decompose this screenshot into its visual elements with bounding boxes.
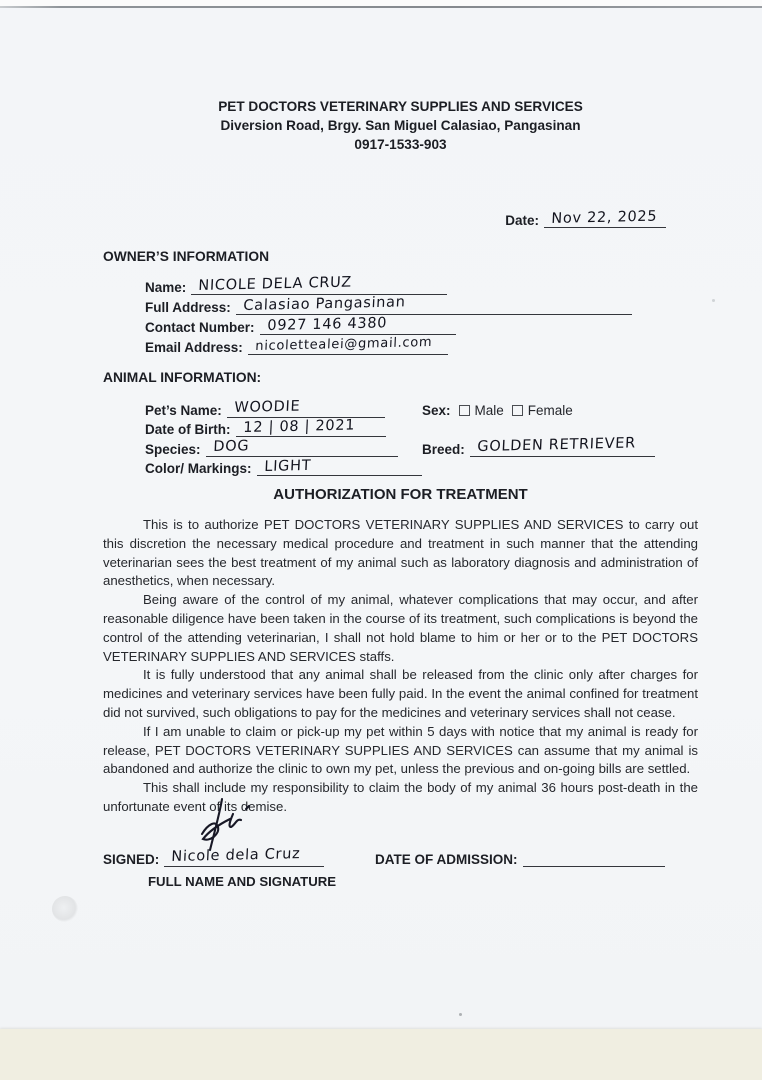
page-content: [103, 0, 698, 889]
color-markings-handwritten-value: LIGHT: [263, 457, 312, 475]
dob-line: [236, 418, 386, 437]
clinic-header: [103, 97, 698, 154]
color-markings-line: [257, 457, 422, 476]
date-field: [103, 204, 666, 228]
owner-contact-field: [145, 315, 698, 335]
scan-speck: [459, 1013, 462, 1016]
animal-fields: [145, 398, 698, 476]
sex-field: [422, 403, 573, 418]
animal-section-heading: ANIMAL INFORMATION:: [103, 370, 262, 385]
signature-block: [103, 848, 698, 872]
authorization-paragraph-4: If I am unable to claim or pick-up my pet within 5 days with notice that my animal is ready for release, PET DOCTORS VETERINARY SUPPLIES AND SERVICES can assume that my animal is abandoned and authorize the clinic to own my pet, unless the previous and on-going bills are settled.: [103, 723, 698, 777]
color-markings-label: Color/ Markings:: [145, 461, 252, 476]
female-option-label: Female: [527, 402, 573, 418]
owner-email-label: Email Address:: [145, 340, 243, 355]
owner-name-line: [191, 273, 447, 295]
pet-name-handwritten-value: WOODIE: [233, 398, 301, 417]
owner-address-field: [145, 295, 698, 315]
owner-name-field: [145, 275, 698, 295]
owner-section-heading: OWNER’S INFORMATION: [103, 249, 270, 264]
authorization-paragraph-3: It is fully understood that any animal shall be released from the clinic only after charges for medicines and veterinary services have been fully paid. In the event the animal confined for treatment did not survived, such obligations to pay for the medicines and veterinary services shall not cease.: [103, 667, 698, 720]
scan-speck: [712, 299, 715, 302]
owner-address-line: [236, 293, 632, 315]
dob-label: Date of Birth:: [145, 422, 231, 437]
breed-field: [422, 435, 655, 457]
breed-line: [470, 435, 655, 457]
male-option-label: Male: [474, 402, 504, 418]
scan-emboss-mark: [52, 896, 78, 922]
dob-handwritten-value: 12 | 08 | 2021: [242, 416, 356, 436]
animal-row-2: [145, 418, 698, 438]
owner-address-label: Full Address:: [145, 300, 231, 315]
admission-date-label: DATE OF ADMISSION:: [375, 851, 518, 867]
signed-label: SIGNED:: [103, 851, 160, 867]
scanner-bed-strip: [0, 1029, 762, 1080]
pet-name-line: [227, 399, 385, 418]
owner-contact-label: Contact Number:: [145, 320, 255, 335]
authorization-paragraphs: [103, 516, 698, 817]
owner-address-handwritten-value: Calasiao Pangasinan: [242, 293, 406, 314]
admission-date-line: [523, 848, 665, 867]
authorization-paragraph-2: Being aware of the control of my animal, whatever complications that may occur, and after reasonable diligence have been taken in the course of its treatment, such complications is beyond the control of the attending veterinarian, I shall not hold blame to him or her or to the PET DOCTORS VETERINARY SUPPLIES AND SERVICES staffs.: [103, 592, 698, 664]
dob-field: [145, 418, 422, 437]
breed-label: Breed:: [422, 441, 465, 457]
authorization-paragraph-5: This shall include my responsibility to claim the body of my animal 36 hours post-death in the unfortunate event of its demise.: [103, 780, 698, 814]
signed-handwritten-name: Nicole dela Cruz: [171, 846, 301, 866]
animal-row-3: [145, 437, 698, 457]
male-checkbox-icon: [459, 405, 470, 416]
date-line: [544, 209, 666, 228]
owner-email-handwritten-value: nicolettealei@gmail.com: [254, 334, 433, 355]
species-field: [145, 438, 422, 457]
owner-email-field: [145, 335, 698, 355]
species-line: [206, 438, 398, 457]
authorization-title: AUTHORIZATION FOR TREATMENT: [273, 486, 528, 503]
clinic-name: PET DOCTORS VETERINARY SUPPLIES AND SERVICES: [218, 99, 583, 114]
female-checkbox-icon: [512, 405, 523, 416]
owner-fields: [145, 275, 698, 355]
pet-name-field: [145, 399, 422, 418]
signed-line: [164, 848, 324, 867]
date-label: Date:: [505, 213, 539, 228]
admission-date-field: [375, 848, 665, 867]
sex-label: Sex:: [422, 402, 451, 418]
owner-name-label: Name:: [145, 280, 187, 295]
species-handwritten-value: DOG: [212, 438, 250, 456]
color-markings-field: [145, 457, 422, 476]
breed-handwritten-value: GOLDEN RETRIEVER: [476, 435, 636, 456]
owner-contact-handwritten-value: 0927 146 4380: [266, 314, 388, 334]
owner-email-line: [248, 336, 448, 355]
owner-contact-line: [260, 316, 456, 335]
pet-name-label: Pet’s Name:: [145, 402, 222, 418]
full-name-signature-label: FULL NAME AND SIGNATURE: [148, 873, 337, 889]
date-handwritten-value: Nov 22, 2025: [550, 208, 658, 227]
clinic-address: Diversion Road, Brgy. San Miguel Calasiao, Pangasinan: [220, 118, 581, 133]
animal-row-4: [145, 457, 698, 477]
clinic-phone: 0917-1533-903: [354, 137, 447, 152]
owner-name-handwritten-value: NICOLE DELA CRUZ: [198, 273, 353, 294]
animal-row-1: [145, 398, 698, 418]
authorization-paragraph-1: This is to authorize PET DOCTORS VETERINARY SUPPLIES AND SERVICES to carry out this discretion the necessary medical procedure and treatment in such manner that the attending veterinarian sees the best treatment of my animal such as laboratory diagnosis and administration of anesthetics, when necessary.: [103, 517, 698, 589]
species-label: Species:: [145, 441, 201, 457]
